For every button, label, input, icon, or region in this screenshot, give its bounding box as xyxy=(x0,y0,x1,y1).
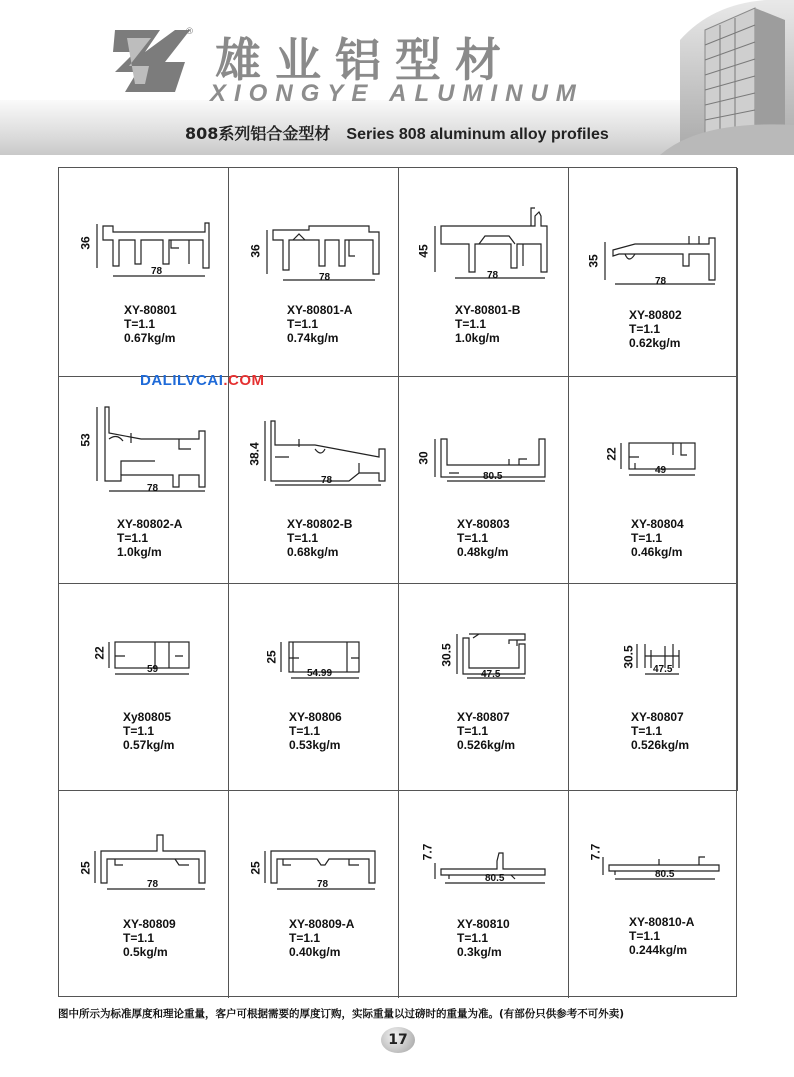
profile-code: Xy80805 xyxy=(123,710,172,724)
profile-cell xyxy=(229,377,399,584)
profile-weight: 0.46kg/m xyxy=(631,545,683,559)
profile-drawing xyxy=(229,584,399,791)
profile-cell xyxy=(399,791,569,998)
profile-drawing xyxy=(399,791,569,998)
title-cn: 808系列铝合金型材 xyxy=(185,124,331,143)
dim-width: 47.5 xyxy=(481,669,501,680)
dim-width: 78 xyxy=(317,879,329,890)
profile-weight: 0.48kg/m xyxy=(457,545,509,559)
profile-thickness: T=1.1 xyxy=(457,531,489,545)
dim-width: 59 xyxy=(147,664,159,675)
profile-code: XY-80802-A xyxy=(117,517,183,531)
dim-height: 22 xyxy=(92,646,107,660)
profile-cell xyxy=(229,168,399,377)
profile-cell xyxy=(59,168,229,377)
brand-logo xyxy=(105,22,195,100)
profile-code: XY-80806 xyxy=(289,710,342,724)
profile-code: XY-80807 xyxy=(457,710,510,724)
dim-height: 30.5 xyxy=(439,643,454,667)
profile-thickness: T=1.1 xyxy=(123,931,155,945)
dim-height: 45 xyxy=(416,244,431,258)
profile-drawing xyxy=(59,791,229,998)
footnote: 图中所示为标准厚度和理论重量，客户可根据需要的厚度订购，实际重量以过磅时的重量为准。(有部份只供参考不可外卖) xyxy=(58,1008,625,1020)
dim-width: 78 xyxy=(147,483,159,494)
profile-thickness: T=1.1 xyxy=(289,931,321,945)
profile-code: XY-80803 xyxy=(457,517,510,531)
profile-weight: 0.57kg/m xyxy=(123,738,175,752)
profile-weight: 0.526kg/m xyxy=(457,738,516,752)
profile-code: XY-80801-A xyxy=(287,303,353,317)
dim-width: 49 xyxy=(655,465,667,476)
profile-weight: 0.62kg/m xyxy=(629,336,681,350)
profile-thickness: T=1.1 xyxy=(117,531,149,545)
profile-weight: 0.74kg/m xyxy=(287,331,339,345)
dim-height: 53 xyxy=(78,433,93,447)
dim-height: 35 xyxy=(586,254,601,268)
profile-weight: 0.68kg/m xyxy=(287,545,339,559)
page-number: 17 xyxy=(381,1027,415,1053)
profile-cell xyxy=(59,791,229,998)
profile-code: XY-80801-B xyxy=(455,303,521,317)
profile-code: XY-80809 xyxy=(123,917,176,931)
dim-width: 47.5 xyxy=(653,664,673,675)
profile-cell xyxy=(399,377,569,584)
profile-thickness: T=1.1 xyxy=(629,322,661,336)
dim-height: 36 xyxy=(78,236,93,250)
profile-thickness: T=1.1 xyxy=(123,724,155,738)
profile-weight: 0.40kg/m xyxy=(289,945,341,959)
profile-weight: 0.67kg/m xyxy=(124,331,176,345)
profile-weight: 0.5kg/m xyxy=(123,945,168,959)
profile-cell xyxy=(569,791,738,998)
profile-cell xyxy=(229,584,399,791)
dim-width: 78 xyxy=(147,879,159,890)
dim-width: 54.99 xyxy=(307,668,333,679)
profile-thickness: T=1.1 xyxy=(289,724,321,738)
watermark-suffix: .COM xyxy=(223,372,265,389)
profile-code: XY-80810-A xyxy=(629,915,695,929)
page-title xyxy=(185,121,609,144)
profile-cell xyxy=(59,377,229,584)
profile-thickness: T=1.1 xyxy=(631,531,663,545)
profile-weight: 0.53kg/m xyxy=(289,738,341,752)
profile-drawing xyxy=(229,168,399,377)
dim-height: 36 xyxy=(248,244,263,258)
profile-drawing xyxy=(59,168,229,377)
profile-weight: 1.0kg/m xyxy=(117,545,162,559)
dim-height: 22 xyxy=(604,447,619,461)
profile-code: XY-80809-A xyxy=(289,917,355,931)
profile-cell xyxy=(59,584,229,791)
brand-name-en: XIONGYE ALUMINUM xyxy=(210,80,584,107)
watermark-text: DALILVCAI xyxy=(140,372,224,389)
dim-height: 38.4 xyxy=(247,442,262,466)
profile-thickness: T=1.1 xyxy=(457,931,489,945)
dim-height: 25 xyxy=(264,650,279,664)
profile-thickness: T=1.1 xyxy=(287,317,319,331)
profile-thickness: T=1.1 xyxy=(455,317,487,331)
dim-height: 30 xyxy=(416,451,431,465)
profile-code: XY-80810 xyxy=(457,917,510,931)
profile-cell xyxy=(399,168,569,377)
profile-cell xyxy=(569,377,738,584)
dim-width: 78 xyxy=(321,475,333,486)
dim-width: 78 xyxy=(151,266,163,277)
profile-thickness: T=1.1 xyxy=(631,724,663,738)
svg-text:®: ® xyxy=(185,27,194,37)
dim-width: 80.5 xyxy=(485,873,505,884)
profile-cell xyxy=(399,584,569,791)
profile-code: XY-80802-B xyxy=(287,517,353,531)
profile-drawing xyxy=(569,791,738,998)
profile-code: XY-80801 xyxy=(124,303,177,317)
profile-drawing xyxy=(399,168,569,377)
dim-height: 7.7 xyxy=(588,843,603,861)
profile-thickness: T=1.1 xyxy=(287,531,319,545)
profile-cell xyxy=(569,584,738,791)
profile-cell xyxy=(569,168,738,377)
profile-code: XY-80802 xyxy=(629,308,682,322)
profile-code: XY-80807 xyxy=(631,710,684,724)
dim-width: 80.5 xyxy=(483,471,503,482)
dim-width: 78 xyxy=(655,276,667,287)
dim-width: 80.5 xyxy=(655,869,675,880)
page-header xyxy=(0,0,794,160)
profile-drawing xyxy=(569,584,738,791)
profile-weight: 0.244kg/m xyxy=(629,943,688,957)
profile-weight: 0.526kg/m xyxy=(631,738,690,752)
dim-height: 25 xyxy=(78,861,93,875)
dim-width: 78 xyxy=(319,272,331,283)
profile-thickness: T=1.1 xyxy=(629,929,661,943)
profile-code: XY-80804 xyxy=(631,517,684,531)
building-photo xyxy=(660,0,794,155)
profile-thickness: T=1.1 xyxy=(457,724,489,738)
profile-drawing xyxy=(229,791,399,998)
profile-grid xyxy=(58,167,737,997)
dim-height: 7.7 xyxy=(420,843,435,861)
profile-cell xyxy=(229,791,399,998)
title-en: Series 808 aluminum alloy profiles xyxy=(346,126,609,143)
profile-thickness: T=1.1 xyxy=(124,317,156,331)
watermark xyxy=(140,372,265,389)
profile-weight: 1.0kg/m xyxy=(455,331,500,345)
dim-height: 30.5 xyxy=(621,645,636,669)
profile-drawing xyxy=(399,584,569,791)
brand-name-cn: 雄业铝型材 xyxy=(215,33,515,87)
profile-drawing xyxy=(59,584,229,791)
dim-height: 25 xyxy=(248,861,263,875)
profile-weight: 0.3kg/m xyxy=(457,945,502,959)
dim-width: 78 xyxy=(487,270,499,281)
